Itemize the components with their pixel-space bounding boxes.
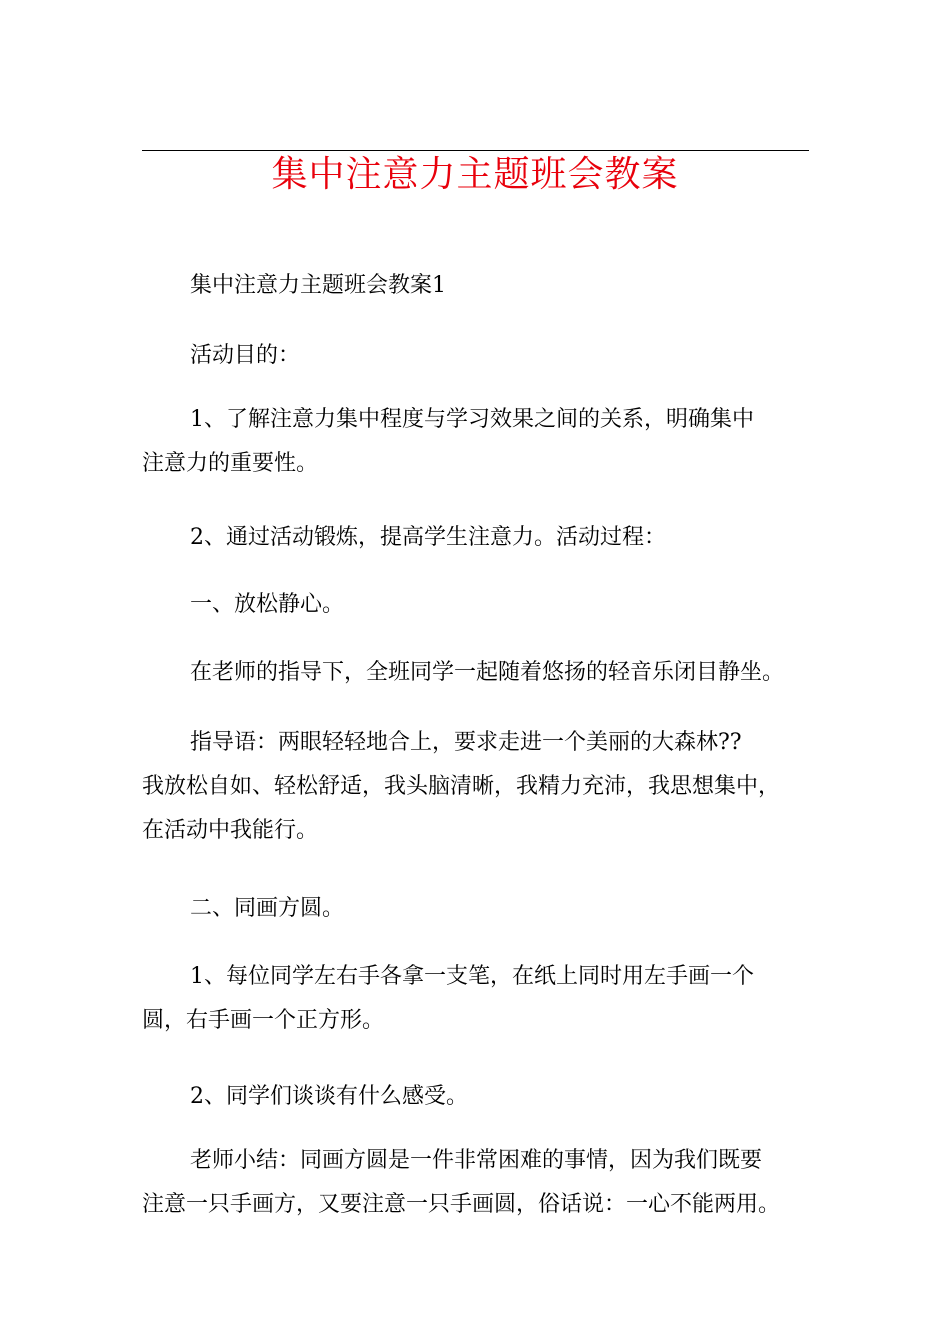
paragraph-line: 活动目的：: [190, 343, 301, 368]
paragraph-step-2-heading: [142, 887, 822, 931]
paragraph-guidance: [142, 721, 822, 853]
paragraph-line: 指导语：两眼轻轻地合上，要求走进一个美丽的大森林??: [190, 730, 742, 755]
paragraph-lesson-heading: [142, 264, 822, 308]
paragraph-line: 集中注意力主题班会教案1: [190, 273, 446, 298]
paragraph-line: 圆，右手画一个正方形。: [142, 1008, 385, 1033]
paragraph-line: 2、通过活动锻炼，提高学生注意力。活动过程：: [190, 525, 666, 550]
paragraph-line: 1、每位同学左右手各拿一支笔，在纸上同时用左手画一个: [190, 964, 754, 989]
paragraph-line: 二、同画方圆。: [190, 896, 345, 921]
paragraph-line: 我放松自如、轻松舒适，我头脑清晰，我精力充沛，我思想集中，: [142, 774, 781, 799]
paragraph-step-2-item-1: [142, 955, 822, 1043]
paragraph-line: 在活动中我能行。: [142, 818, 319, 843]
paragraph-line: 一、放松静心。: [190, 592, 345, 617]
paragraph-objective-1: [142, 398, 822, 486]
paragraph-line: 2、同学们谈谈有什么感受。: [190, 1084, 468, 1109]
document-title: 集中注意力主题班会教案: [271, 154, 679, 195]
paragraph-line: 在老师的指导下，全班同学一起随着悠扬的轻音乐闭目静坐。: [190, 660, 785, 685]
paragraph-line: 注意力的重要性。: [142, 451, 319, 476]
paragraph-line: 注意一只手画方，又要注意一只手画圆，俗话说：一心不能两用。: [142, 1192, 781, 1217]
paragraph-teacher-summary: [142, 1139, 822, 1227]
paragraph-objectives-heading: [142, 334, 822, 378]
paragraph-step-1-body: [142, 651, 822, 695]
paragraph-line: 1、了解注意力集中程度与学习效果之间的关系，明确集中: [190, 407, 754, 432]
paragraph-objective-2: [142, 516, 822, 560]
paragraph-step-1-heading: [142, 583, 822, 627]
paragraph-line: 老师小结：同画方圆是一件非常困难的事情，因为我们既要: [190, 1148, 763, 1173]
paragraph-step-2-item-2: [142, 1075, 822, 1119]
